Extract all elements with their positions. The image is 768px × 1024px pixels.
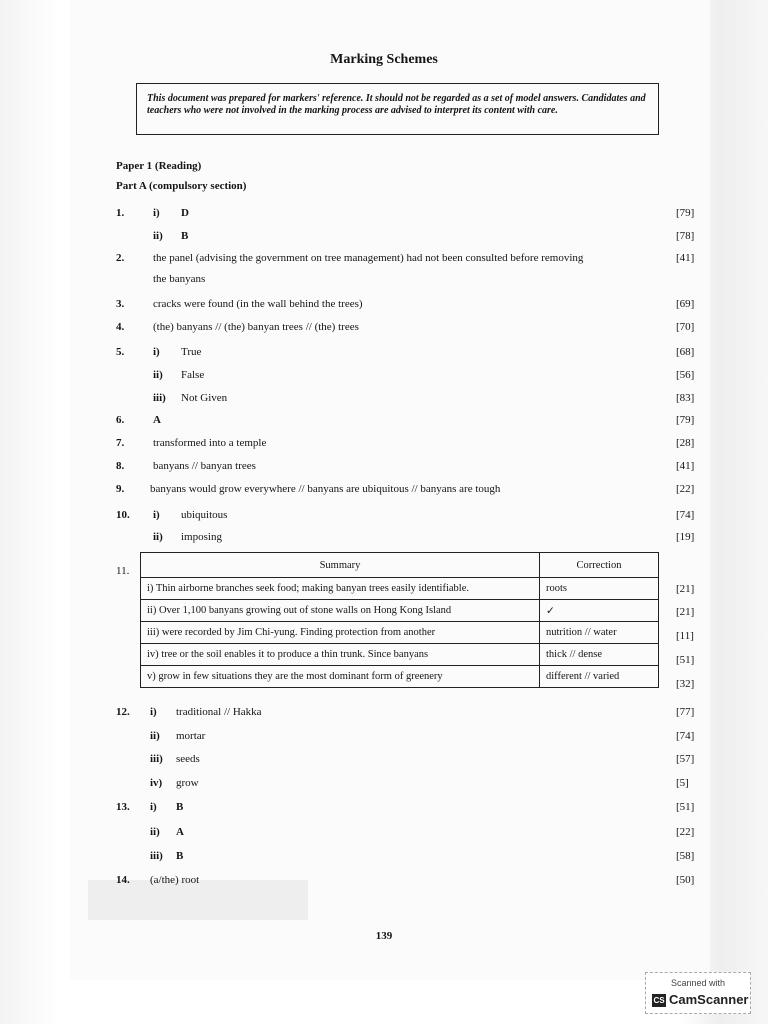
mark-value: [78]: [676, 230, 695, 242]
sub-question-label: iii): [153, 392, 166, 404]
table-row: [141, 644, 659, 666]
mark-value: [51]: [676, 654, 695, 666]
question-number: 3.: [116, 298, 125, 310]
mark-value: [69]: [676, 298, 695, 310]
question-number: 4.: [116, 321, 125, 333]
answer-text: (a/the) root: [150, 874, 200, 886]
sub-question-label: i): [150, 706, 157, 718]
table-row: [141, 666, 659, 688]
answer-text: banyans // banyan trees: [153, 460, 256, 472]
answer-text: ubiquitous: [181, 509, 228, 521]
question-number: 14.: [116, 874, 130, 886]
mark-value: [22]: [676, 826, 695, 838]
mark-value: [83]: [676, 392, 695, 404]
answer-text: A: [153, 414, 161, 426]
question-number: 8.: [116, 460, 125, 472]
mark-value: [21]: [676, 606, 695, 618]
document-title: Marking Schemes: [330, 52, 438, 67]
mark-value: [56]: [676, 369, 695, 381]
mark-value: [28]: [676, 437, 695, 449]
mark-value: [32]: [676, 678, 695, 690]
mark-value: [79]: [676, 207, 695, 219]
mark-value: [41]: [676, 252, 695, 264]
question-number: 7.: [116, 437, 125, 449]
answer-text: imposing: [181, 531, 222, 543]
mark-value: [77]: [676, 706, 695, 718]
mark-value: [11]: [676, 630, 694, 642]
question-number: 5.: [116, 346, 125, 358]
correction-cell: different // varied: [540, 666, 659, 688]
answer-text: B: [176, 801, 184, 813]
summary-cell: ii) Over 1,100 banyans growing out of stone walls on Hong Kong Island: [141, 600, 540, 622]
answer-text: A: [176, 826, 184, 838]
mark-value: [41]: [676, 460, 695, 472]
table-header-row: [141, 553, 659, 578]
question-number: 11.: [116, 565, 130, 577]
question-number: 10.: [116, 509, 130, 521]
answer-text: the panel (advising the government on tree management) had not been consulted before removing: [153, 252, 584, 264]
disclaimer-box: This document was prepared for markers' reference. It should not be regarded as a set of model answers. Candidates and teachers who were not involved in the marking process are advised to interpret its content with care.: [136, 83, 659, 135]
answer-text: D: [181, 207, 189, 219]
correction-cell: ✓: [540, 600, 659, 622]
scanned-with-label: Scanned with: [670, 978, 726, 988]
mark-value: [74]: [676, 730, 695, 742]
camscanner-label: CamScanner: [669, 992, 749, 1007]
question-number: 9.: [116, 483, 125, 495]
correction-cell: thick // dense: [540, 644, 659, 666]
mark-value: [68]: [676, 346, 695, 358]
answer-text: Not Given: [181, 392, 228, 404]
sub-question-label: iii): [150, 850, 163, 862]
answer-text: cracks were found (in the wall behind the trees): [153, 298, 363, 310]
summary-column-header: Summary: [141, 553, 540, 578]
table-row: [141, 578, 659, 600]
answer-text: the banyans: [153, 273, 206, 285]
answer-text: traditional // Hakka: [176, 706, 262, 718]
mark-value: [79]: [676, 414, 695, 426]
sub-question-label: ii): [153, 369, 163, 381]
summary-cell: i) Thin airborne branches seek food; making banyan trees easily identifiable.: [141, 578, 540, 600]
answer-text: B: [181, 230, 189, 242]
summary-correction-table: [140, 552, 659, 688]
mark-value: [74]: [676, 509, 695, 521]
sub-question-label: i): [150, 801, 157, 813]
mark-value: [22]: [676, 483, 695, 495]
sub-question-label: i): [153, 509, 160, 521]
table-row: [141, 622, 659, 644]
question-number: 1.: [116, 207, 125, 219]
sub-question-label: i): [153, 207, 160, 219]
sub-question-label: ii): [150, 730, 160, 742]
table-row: [141, 600, 659, 622]
sub-question-label: ii): [153, 531, 163, 543]
mark-value: [5]: [676, 777, 689, 789]
page-number: 139: [375, 930, 393, 942]
answer-text: (the) banyans // (the) banyan trees // (the) trees: [153, 321, 359, 333]
answer-text: False: [181, 369, 205, 381]
correction-cell: roots: [540, 578, 659, 600]
camscanner-watermark: [645, 972, 751, 1014]
mark-value: [70]: [676, 321, 695, 333]
part-heading: Part A (compulsory section): [116, 180, 247, 192]
sub-question-label: ii): [150, 826, 160, 838]
mark-value: [51]: [676, 801, 695, 813]
answer-text: transformed into a temple: [153, 437, 267, 449]
mark-value: [21]: [676, 583, 695, 595]
sub-question-label: iv): [150, 777, 163, 789]
show-through-shadow: [88, 880, 308, 920]
summary-cell: v) grow in few situations they are the most dominant form of greenery: [141, 666, 540, 688]
camscanner-logo-icon: CS: [653, 996, 665, 1005]
question-number: 6.: [116, 414, 125, 426]
mark-value: [57]: [676, 753, 695, 765]
answer-text: grow: [176, 777, 199, 789]
summary-cell: iv) tree or the soil enables it to produce a thin trunk. Since banyans: [141, 644, 540, 666]
mark-value: [19]: [676, 531, 695, 543]
correction-column-header: Correction: [540, 553, 659, 578]
answer-text: banyans would grow everywhere // banyans are ubiquitous // banyans are tough: [150, 483, 501, 495]
correction-cell: nutrition // water: [540, 622, 659, 644]
summary-cell: iii) were recorded by Jim Chi-yung. Finding protection from another: [141, 622, 540, 644]
mark-value: [50]: [676, 874, 695, 886]
answer-text: mortar: [176, 730, 206, 742]
sub-question-label: i): [153, 346, 160, 358]
question-number: 12.: [116, 706, 130, 718]
answer-text: B: [176, 850, 184, 862]
sub-question-label: ii): [153, 230, 163, 242]
question-number: 2.: [116, 252, 125, 264]
mark-value: [58]: [676, 850, 695, 862]
answer-text: seeds: [176, 753, 200, 765]
sub-question-label: iii): [150, 753, 163, 765]
question-number: 13.: [116, 801, 130, 813]
answer-text: True: [181, 346, 202, 358]
paper-heading: Paper 1 (Reading): [116, 160, 202, 172]
